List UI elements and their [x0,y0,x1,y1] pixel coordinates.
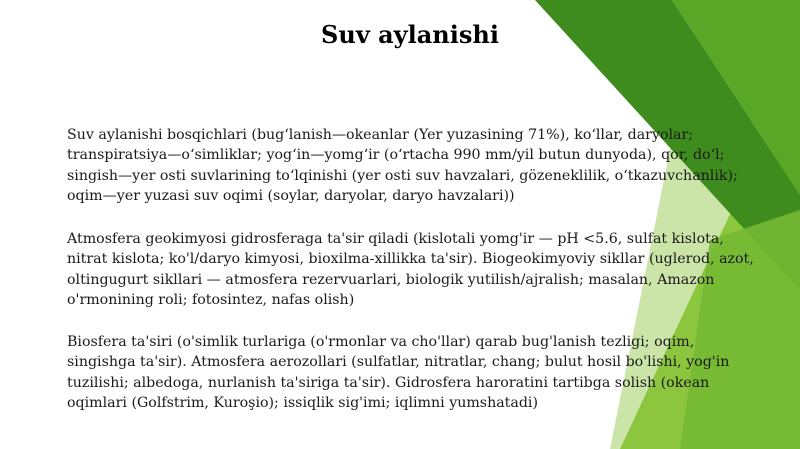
slide-title: Suv aylanishi [321,20,499,49]
paragraph-water-cycle: Suv aylanishi bosqichlari (bugʻlanish—okeanlar (Yer yuzasining 71%), koʻllar, daryolar; transpiratsiya—oʻsimliklar; yogʻin—yomgʻir (oʻrtacha 990 mm/yil butun dunyoda), qor, doʻl; singish—yer osti suvlarining toʻlqinishi (yer osti suv havzalari, gözeneklilik, oʻtkazuvchanlik); oqim—yer yuzasi suv oqimi (soylar, daryolar, daryo havzalari)) [67,127,738,205]
paragraph-atmosphere-geochemistry: Atmosfera geokimyosi gidrosferaga ta'sir qiladi (kislotali yomg'ir — pH <5.6, sulfat kislota, nitrat kislota; ko'l/daryo kimyosi, bioxilma-xillikka ta'sir). Biogeokimyoviy sikllar (uglerod, azot, oltingugurt sikllari — atmosfera rezervuarlari, biologik yutilish/ajralish; masalan, Amazon o'rmonining roli; fotosintez, nafas olish) [67,231,754,309]
paragraph-biosphere-influence: Biosfera ta'siri (o'simlik turlariga (o'rmonlar va cho'llar) qarab bug'lanish tezligi; oqim, singishga ta'sir). Atmosfera aerozollari (sulfatlar, nitratlar, chang; bulut hosil bo'lishi, yog'in tuzilishi; albedoga, nurlanish ta'siriga ta'sir). Gidrosfera haroratini tartibga solish (okean oqimlari (Golfstrim, Kuroşio); issiqlik sig'imi; iqlimni yumshatadi) [67,334,730,412]
